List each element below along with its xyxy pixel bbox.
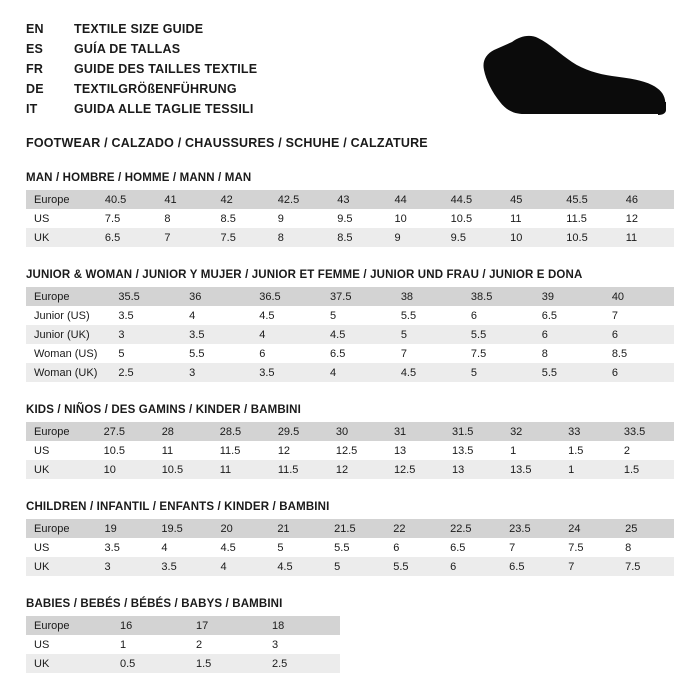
dress-shoe-icon <box>450 32 670 124</box>
size-cell: 12.5 <box>335 444 358 457</box>
table-row <box>26 538 674 557</box>
section-title: JUNIOR & WOMAN / JUNIOR Y MUJER / JUNIOR ET FEMME / JUNIOR UND FRAU / JUNIOR E DONA <box>26 269 583 281</box>
size-cell: 6 <box>259 347 266 360</box>
size-cell: 7.5 <box>470 347 487 360</box>
language-title: GUIDA ALLE TAGLIE TESSILI <box>74 102 254 116</box>
language-title: TEXTILE SIZE GUIDE <box>74 22 204 36</box>
language-code: ES <box>26 42 44 56</box>
size-cell: 1.5 <box>188 654 264 673</box>
size-cell: 8 <box>270 228 329 247</box>
size-table <box>26 519 674 576</box>
size-cell: 2.5 <box>264 654 340 673</box>
size-cell: 11.5 <box>270 460 328 479</box>
size-cell: 6 <box>604 363 674 382</box>
size-cell: 36 <box>181 287 251 306</box>
size-cell: 3.5 <box>118 309 134 322</box>
size-cell: 6 <box>470 309 478 322</box>
size-cell: 27.5 <box>96 422 154 441</box>
size-cell: 7.5 <box>104 212 121 225</box>
table-row <box>26 519 674 538</box>
size-section <box>26 172 674 247</box>
language-title: GUÍA DE TALLAS <box>74 42 181 56</box>
size-cell: 7.5 <box>213 228 270 247</box>
size-cell: 3 <box>181 363 251 382</box>
size-cell: 33.5 <box>616 422 674 441</box>
size-cell: 31.5 <box>444 422 502 441</box>
language-code: EN <box>26 22 44 36</box>
size-cell: 9.5 <box>443 228 502 247</box>
table-row <box>26 363 674 382</box>
table-row <box>26 460 674 479</box>
size-section <box>26 269 674 382</box>
row-label: Europe <box>26 616 112 635</box>
size-cell: 1 <box>560 460 616 479</box>
size-cell: 7 <box>611 309 618 322</box>
size-cell: 4 <box>189 309 196 322</box>
size-cell: 6 <box>442 557 501 576</box>
size-cell: 19.5 <box>153 519 212 538</box>
size-tables <box>26 172 674 673</box>
size-cell: 13 <box>444 460 502 479</box>
size-table <box>26 287 674 382</box>
section-title: BABIES / BEBÉS / BÉBÉS / BABYS / BAMBINI <box>26 598 283 610</box>
size-cell: 6.5 <box>450 541 466 554</box>
table-row <box>26 616 340 635</box>
size-cell: 3 <box>272 638 279 651</box>
size-cell: 3 <box>110 325 181 344</box>
size-cell: 11 <box>161 444 174 457</box>
size-cell: 5 <box>326 557 385 576</box>
size-cell: 4.5 <box>269 557 326 576</box>
size-section <box>26 501 674 576</box>
size-cell: 33 <box>560 422 616 441</box>
section-title: MAN / HOMBRE / HOMME / MANN / MAN <box>26 172 252 184</box>
size-cell: 1 <box>510 444 517 457</box>
row-label: UK <box>26 654 112 673</box>
size-cell: 8.5 <box>220 212 236 225</box>
size-cell: 30 <box>328 422 386 441</box>
size-cell: 42.5 <box>270 190 329 209</box>
size-cell: 18 <box>264 616 340 635</box>
size-cell: 11.5 <box>566 212 587 225</box>
size-cell: 38 <box>393 287 463 306</box>
table-row <box>26 441 674 460</box>
table-row <box>26 422 674 441</box>
size-cell: 8 <box>164 212 171 225</box>
size-cell: 3.5 <box>104 541 120 554</box>
size-cell: 29.5 <box>270 422 328 441</box>
size-cell: 13.5 <box>452 444 474 457</box>
size-cell: 10 <box>96 460 154 479</box>
size-cell: 4.5 <box>322 325 393 344</box>
size-cell: 5 <box>277 541 284 554</box>
size-cell: 13.5 <box>502 460 560 479</box>
row-label: Junior (UK) <box>26 325 110 344</box>
row-label: UK <box>26 228 97 247</box>
size-cell: 40 <box>604 287 674 306</box>
size-cell: 38.5 <box>463 287 534 306</box>
size-cell: 6 <box>534 325 604 344</box>
table-row <box>26 325 674 344</box>
size-cell: 6.5 <box>330 347 346 360</box>
row-label: US <box>34 444 50 457</box>
section-title: KIDS / NIÑOS / DES GAMINS / KINDER / BAMBINI <box>26 404 301 416</box>
size-cell: 5.5 <box>400 309 417 322</box>
size-cell: 17 <box>188 616 264 635</box>
size-cell: 5.5 <box>534 363 604 382</box>
size-cell: 5 <box>118 347 125 360</box>
size-cell: 41 <box>156 190 212 209</box>
size-cell: 24 <box>560 519 617 538</box>
size-cell: 10 <box>502 228 558 247</box>
row-label: US <box>34 541 50 554</box>
size-cell: 37.5 <box>322 287 393 306</box>
size-cell: 12.5 <box>386 460 444 479</box>
size-section <box>26 404 674 479</box>
row-label: Europe <box>26 422 96 441</box>
size-table <box>26 422 674 479</box>
size-cell: 7.5 <box>617 557 674 576</box>
size-cell: 6.5 <box>97 228 156 247</box>
size-cell: 6.5 <box>501 557 560 576</box>
size-cell: 4 <box>212 557 269 576</box>
table-row <box>26 344 674 363</box>
size-table <box>26 616 340 673</box>
size-cell: 5 <box>463 363 534 382</box>
size-cell: 4.5 <box>259 309 275 322</box>
size-cell: 19 <box>97 519 154 538</box>
size-cell: 21 <box>269 519 326 538</box>
table-row <box>26 228 674 247</box>
size-cell: 10.5 <box>558 228 617 247</box>
size-cell: 23.5 <box>501 519 560 538</box>
size-cell: 4.5 <box>393 363 463 382</box>
size-cell: 12 <box>277 444 291 457</box>
size-cell: 3.5 <box>251 363 322 382</box>
size-cell: 11 <box>510 212 522 225</box>
size-cell: 11 <box>618 228 674 247</box>
size-cell: 7 <box>509 541 516 554</box>
size-cell: 5.5 <box>385 557 442 576</box>
size-cell: 21.5 <box>326 519 385 538</box>
size-cell: 5.5 <box>189 347 205 360</box>
size-cell: 44.5 <box>443 190 502 209</box>
size-cell: 42 <box>213 190 270 209</box>
size-cell: 2.5 <box>110 363 181 382</box>
size-cell: 1 <box>120 638 127 651</box>
size-cell: 9 <box>386 228 442 247</box>
size-cell: 22 <box>385 519 442 538</box>
language-title: TEXTILGRÖßENFÜHRUNG <box>74 82 237 96</box>
language-title: GUIDE DES TAILLES TEXTILE <box>74 62 258 76</box>
size-cell: 5 <box>393 325 463 344</box>
table-row <box>26 557 674 576</box>
size-cell: 11 <box>212 460 270 479</box>
size-cell: 6 <box>393 541 400 554</box>
size-cell: 7.5 <box>568 541 584 554</box>
size-cell: 36.5 <box>251 287 322 306</box>
size-cell: 1.5 <box>616 460 674 479</box>
size-cell: 3.5 <box>153 557 212 576</box>
size-cell: 10.5 <box>103 444 126 457</box>
row-label: Europe <box>26 287 110 306</box>
size-cell: 45.5 <box>558 190 617 209</box>
size-cell: 11.5 <box>219 444 241 457</box>
table-row <box>26 654 340 673</box>
table-row <box>26 190 674 209</box>
size-cell: 8.5 <box>611 347 628 360</box>
size-section <box>26 598 674 673</box>
size-cell: 45 <box>502 190 558 209</box>
size-cell: 6.5 <box>541 309 557 322</box>
row-label: Woman (UK) <box>26 363 110 382</box>
size-cell: 25 <box>617 519 674 538</box>
category-line: FOOTWEAR / CALZADO / CHAUSSURES / SCHUHE / CALZATURE <box>26 136 428 150</box>
table-row <box>26 209 674 228</box>
table-row <box>26 287 674 306</box>
size-cell: 3 <box>97 557 154 576</box>
size-cell: 12 <box>328 460 386 479</box>
size-cell: 8 <box>625 541 632 554</box>
size-cell: 8.5 <box>329 228 386 247</box>
size-cell: 7 <box>156 228 212 247</box>
size-cell: 0.5 <box>112 654 188 673</box>
size-cell: 6 <box>604 325 674 344</box>
language-code: IT <box>26 102 38 116</box>
size-cell: 28.5 <box>212 422 270 441</box>
size-cell: 2 <box>196 638 203 651</box>
size-cell: 39 <box>534 287 604 306</box>
table-row <box>26 635 340 654</box>
size-cell: 13 <box>393 444 407 457</box>
language-code: FR <box>26 62 44 76</box>
size-cell: 2 <box>623 444 630 457</box>
size-cell: 7 <box>560 557 617 576</box>
row-label: Europe <box>26 519 97 538</box>
language-code: DE <box>26 82 44 96</box>
size-cell: 32 <box>502 422 560 441</box>
size-cell: 4 <box>161 541 168 554</box>
size-cell: 7 <box>400 347 407 360</box>
size-cell: 46 <box>618 190 674 209</box>
size-cell: 10.5 <box>154 460 212 479</box>
size-cell: 4 <box>322 363 393 382</box>
row-label: UK <box>26 557 97 576</box>
size-cell: 4.5 <box>220 541 236 554</box>
size-cell: 8 <box>541 347 548 360</box>
row-label: Woman (US) <box>34 347 98 360</box>
size-cell: 22.5 <box>442 519 501 538</box>
row-label: Europe <box>26 190 97 209</box>
size-cell: 10 <box>394 212 407 225</box>
size-cell: 9.5 <box>337 212 353 225</box>
size-cell: 12 <box>625 212 638 225</box>
size-cell: 35.5 <box>110 287 181 306</box>
size-cell: 31 <box>386 422 444 441</box>
size-cell: 3.5 <box>181 325 251 344</box>
page-header <box>26 22 674 150</box>
size-cell: 5.5 <box>334 541 350 554</box>
size-cell: 5.5 <box>463 325 534 344</box>
size-cell: 28 <box>154 422 212 441</box>
size-cell: 10.5 <box>450 212 473 225</box>
size-cell: 1.5 <box>568 444 584 457</box>
row-label: US <box>34 212 50 225</box>
row-label: US <box>34 638 50 651</box>
size-cell: 16 <box>112 616 188 635</box>
size-cell: 9 <box>277 212 284 225</box>
size-cell: 20 <box>212 519 269 538</box>
size-cell: 43 <box>329 190 386 209</box>
size-cell: 40.5 <box>97 190 156 209</box>
size-cell: 4 <box>251 325 322 344</box>
size-cell: 5 <box>330 309 337 322</box>
section-title: CHILDREN / INFANTIL / ENFANTS / KINDER / BAMBINI <box>26 501 330 513</box>
size-table <box>26 190 674 247</box>
size-cell: 44 <box>386 190 442 209</box>
row-label: UK <box>26 460 96 479</box>
table-row <box>26 306 674 325</box>
row-label: Junior (US) <box>34 309 90 322</box>
